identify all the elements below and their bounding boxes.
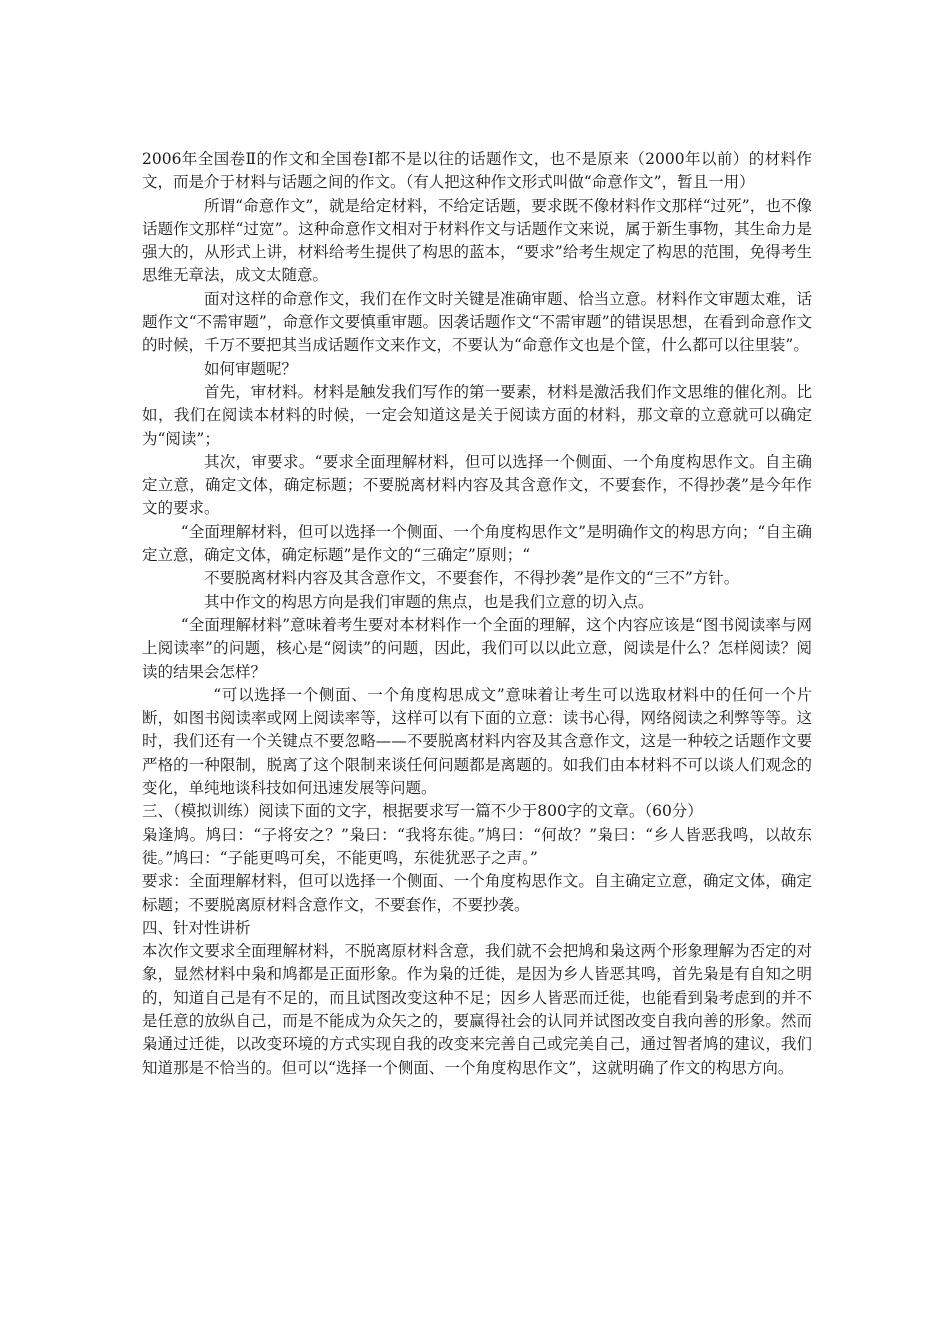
material-text: 枭逢鸠。鸠曰：“子将安之？”枭曰：“我将东徙。”鸠曰：“何故？”枭曰：“乡人皆恶我鸣，以故东徙。”鸠曰：“子能更鸣可矣，不能更鸣，东徙犹恶子之声。”	[142, 825, 812, 867]
paragraph-key-point: 面对这样的命意作文，我们在作文时关键是准确审题、恰当立意。材料作文审题太难，话题作文“不需审题”，命意作文要慎重审题。因袭话题作文“不需审题”的错误思想，在看到命意作文的时候，千万不要把其当成话题作文来作文，不要认为“命意作文也是个筐，什么都可以往里装”。	[142, 289, 812, 355]
paragraph-full-understanding: “全面理解材料”意味着考生要对本材料作一个全面的理解，这个内容应该是“图书阅读率与网上阅读率”的问题，核心是“阅读”的问题，因此，我们可以以此立意，阅读是什么？怎样阅读？阅读的结果会怎样？	[142, 615, 812, 681]
requirements-text: 要求：全面理解材料，但可以选择一个侧面、一个角度构思作文。自主确定立意，确定文体，确定标题；不要脱离原材料含意作文，不要套作，不要抄袭。	[142, 872, 812, 914]
paragraph-one-aspect: “可以选择一个侧面、一个角度构思成文”意味着让考生可以选取材料中的任何一个片断，如图书阅读率或网上阅读率等，这样可以有下面的立意：读书心得，网络阅读之利弊等等。这时，我们还有一个关键点不要忽略——不要脱离材料内容及其含意作文，这是一种较之话题作文要严格的一种限制，脱离了这个限制来谈任何问题都是离题的。如我们由本材料不可以谈人们观念的变化，单纯地谈科技如何迅速发展等问题。	[142, 685, 812, 798]
paragraph-second-step: 其次，审要求。“要求全面理解材料，但可以选择一个侧面、一个角度构思作文。自主确定立意，确定文体，确定标题；不要脱离材料内容及其含意作文，不要套作，不得抄袭”是今年作文的要求。	[142, 452, 812, 518]
paragraph-direction: “全面理解材料，但可以选择一个侧面、一个角度构思作文”是明确作文的构思方向；“自主确定立意，确定文体，确定标题”是作文的“三确定”原则；“	[142, 522, 812, 565]
paragraph-intro: 2006年全国卷Ⅱ的作文和全国卷Ⅰ都不是以往的话题作文，也不是原来（2000年以前）的材料作文，而是介于材料与话题之间的作文。（有人把这种作文形式叫做“命意作文”，暂且一用）	[142, 150, 812, 192]
paragraph-question: 如何审题呢？	[204, 359, 298, 378]
analysis-text: 本次作文要求全面理解材料，不脱离原材料含意，我们就不会把鸠和枭这两个形象理解为否定的对象，显然材料中枭和鸠都是正面形象。作为枭的迁徙，是因为乡人皆恶其鸣，首先枭是有自知之明的，知道自己是有不足的，而且试图改变这种不足；因乡人皆恶而迁徙，也能看到枭考虑到的并不是任意的放纵自己，而是不能成为众矢之的，要赢得社会的认同并试图改变自我向善的形象。然而枭通过迁徙，以改变环境的方式实现自我的改变来完善自己或完美自己，通过智者鸠的建议，我们知道那是不恰当的。但可以“选择一个侧面、一个角度构思作文”，这就明确了作文的构思方向。	[142, 942, 812, 1077]
section-four-heading: 四、针对性讲析	[142, 918, 251, 937]
paragraph-three-no: 不要脱离材料内容及其含意作文，不要套作，不得抄袭”是作文的“三不”方针。	[204, 569, 740, 588]
paragraph-definition: 所谓“命意作文”，就是给定材料，不给定话题，要求既不像材料作文那样“过死”，也不像话题作文那样“过宽”。这种命意作文相对于材料作文与话题作文来说，属于新生事物，其生命力是强大的，从形式上讲，材料给考生提供了构思的蓝本，“要求”给考生规定了构思的范围，免得考生思维无章法，成文太随意。	[142, 196, 812, 285]
document-page	[142, 148, 812, 1080]
paragraph-first-step: 首先，审材料。材料是触发我们写作的第一要素，材料是激活我们作文思维的催化剂。比如，我们在阅读本材料的时候，一定会知道这是关于阅读方面的材料，那文章的立意就可以确定为“阅读”；	[142, 382, 812, 448]
paragraph-focus: 其中作文的构思方向是我们审题的焦点，也是我们立意的切入点。	[204, 592, 654, 611]
section-three-heading: 三、（模拟训练）阅读下面的文字，根据要求写一篇不少于800字的文章。（60分）	[142, 802, 703, 821]
